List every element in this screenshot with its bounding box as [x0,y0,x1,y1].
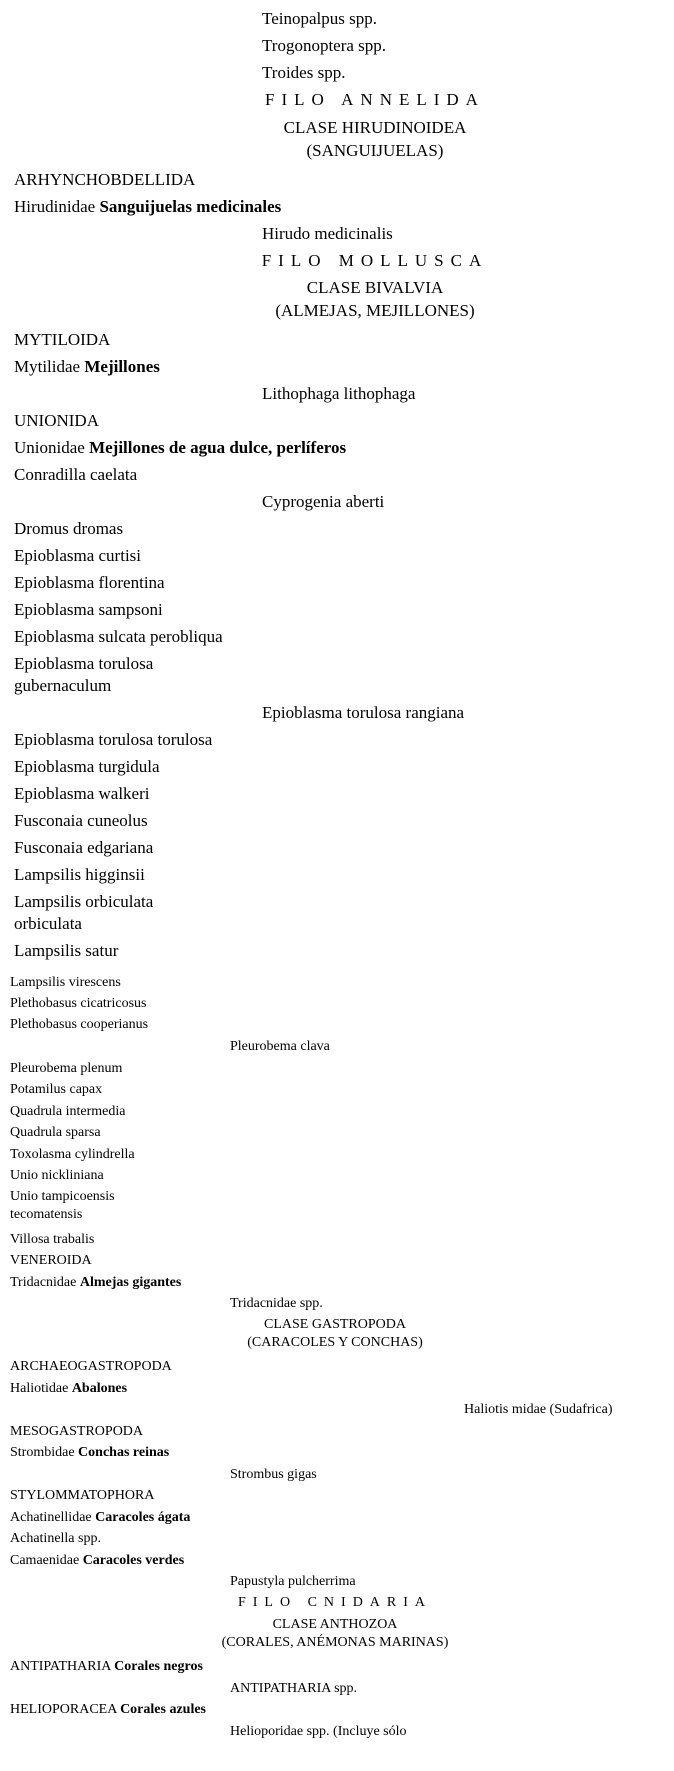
order-line: UNIONIDA [14,411,99,430]
species-line: Epioblasma sulcata perobliqua [14,627,223,646]
species-line: Troides spp. [262,63,346,82]
species-line: Pleurobema clava [230,1039,330,1054]
species-line: Lampsilis satur [14,941,119,960]
order-common-name: Corales azules [120,1702,206,1717]
order-line: STYLOMMATOPHORA [10,1488,155,1503]
species-line: Lithophaga lithophaga [262,384,416,403]
species-line: Quadrula sparsa [10,1125,101,1140]
order-common-name: Corales negros [114,1659,203,1674]
class-heading: CLASE BIVALVIA [306,278,444,297]
family-line [10,1381,127,1396]
species-line: Plethobasus cicatricosus [10,996,147,1011]
species-line: Epioblasma torulosa [14,654,154,673]
family-name: Tridacnidae [10,1275,77,1290]
species-line: Cyprogenia aberti [262,492,385,511]
species-line: Plethobasus cooperianus [10,1017,149,1032]
family-line [10,1553,184,1568]
order-line: MYTILOIDA [14,330,111,349]
family-line [10,1275,181,1290]
species-line: Quadrula intermedia [10,1104,126,1119]
species-line: Fusconaia edgariana [14,838,154,857]
species-line: Lampsilis virescens [10,975,121,990]
phylum-heading: FILO CNIDARIA [237,1595,433,1610]
species-line: Dromus dromas [14,519,124,538]
class-common-name: (SANGUIJUELAS) [306,141,444,160]
family-line [10,1510,190,1525]
species-line: Strombus gigas [230,1467,317,1482]
species-line: Achatinella spp. [10,1531,101,1546]
family-common-name: Mejillones de agua dulce, perlíferos [89,438,347,457]
order-line: VENEROIDA [10,1253,92,1268]
order-line: MESOGASTROPODA [10,1424,144,1439]
order-name: HELIOPORACEA [10,1702,117,1717]
family-name: Camaenidae [10,1553,80,1568]
class-common-name: (CORALES, ANÉMONAS MARINAS) [221,1635,449,1650]
phylum-heading: FILO ANNELIDA [265,90,485,109]
family-common-name: Conchas reinas [78,1445,170,1460]
class-heading: CLASE HIRUDINOIDEA [283,118,467,137]
species-line: Epioblasma florentina [14,573,165,592]
family-common-name: Abalones [71,1381,128,1396]
family-name: Unionidae [14,438,85,457]
species-line: Haliotis midae (Sudafrica) [464,1402,613,1417]
family-name: Strombidae [10,1445,75,1460]
family-name: Haliotidae [10,1381,69,1396]
species-line: Epioblasma torulosa rangiana [262,703,465,722]
order-line: ARHYNCHOBDELLIDA [14,170,196,189]
species-line: Tridacnidae spp. [230,1296,323,1311]
family-name: Achatinellidae [10,1510,92,1525]
species-line: Epioblasma walkeri [14,784,150,803]
species-line: Villosa trabalis [10,1232,95,1247]
order-name: ANTIPATHARIA [10,1659,111,1674]
family-common-name: Caracoles ágata [95,1510,191,1525]
species-line: Epioblasma sampsoni [14,600,163,619]
class-common-name: (ALMEJAS, MEJILLONES) [275,301,475,320]
family-line [14,198,281,217]
family-common-name: Almejas gigantes [79,1275,182,1290]
species-line: Trogonoptera spp. [262,36,387,55]
family-line [14,358,160,377]
species-line: Epioblasma torulosa torulosa [14,730,213,749]
species-line: Helioporidae spp. (Incluye sólo [230,1724,407,1739]
species-line-continued: gubernaculum [14,676,112,695]
class-heading: CLASE ANTHOZOA [272,1617,398,1632]
species-line-continued: orbiculata [14,914,82,933]
family-name: Hirudinidae [14,197,96,216]
species-line: Papustyla pulcherrima [230,1574,356,1589]
species-line: Hirudo medicinalis [262,224,393,243]
species-line: Lampsilis orbiculata [14,892,154,911]
species-line: Conradilla caelata [14,465,138,484]
order-line: ARCHAEOGASTROPODA [10,1359,172,1374]
class-heading: CLASE GASTROPODA [264,1317,406,1332]
species-line: Epioblasma curtisi [14,546,142,565]
family-name: Mytilidae [14,357,81,376]
species-line: Unio tampicoensis [10,1189,115,1204]
family-common-name: Caracoles verdes [82,1553,185,1568]
family-line [14,439,346,458]
species-line: Toxolasma cylindrella [10,1147,135,1162]
species-line: Pleurobema plenum [10,1061,123,1076]
family-common-name: Sanguijuelas medicinales [99,197,282,216]
family-line [10,1445,169,1460]
phylum-heading: FILO MOLLUSCA [261,251,489,270]
order-line [10,1659,203,1674]
species-line-continued: tecomatensis [10,1207,83,1222]
order-line [10,1702,206,1717]
class-common-name: (CARACOLES Y CONCHAS) [247,1335,423,1350]
species-line: Potamilus capax [10,1082,103,1097]
species-line: Fusconaia cuneolus [14,811,148,830]
species-line: Unio nickliniana [10,1168,104,1183]
species-line: Teinopalpus spp. [262,9,377,28]
species-line: Lampsilis higginsii [14,865,145,884]
species-line: ANTIPATHARIA spp. [230,1681,358,1696]
species-line: Epioblasma turgidula [14,757,160,776]
family-common-name: Mejillones [84,357,160,376]
